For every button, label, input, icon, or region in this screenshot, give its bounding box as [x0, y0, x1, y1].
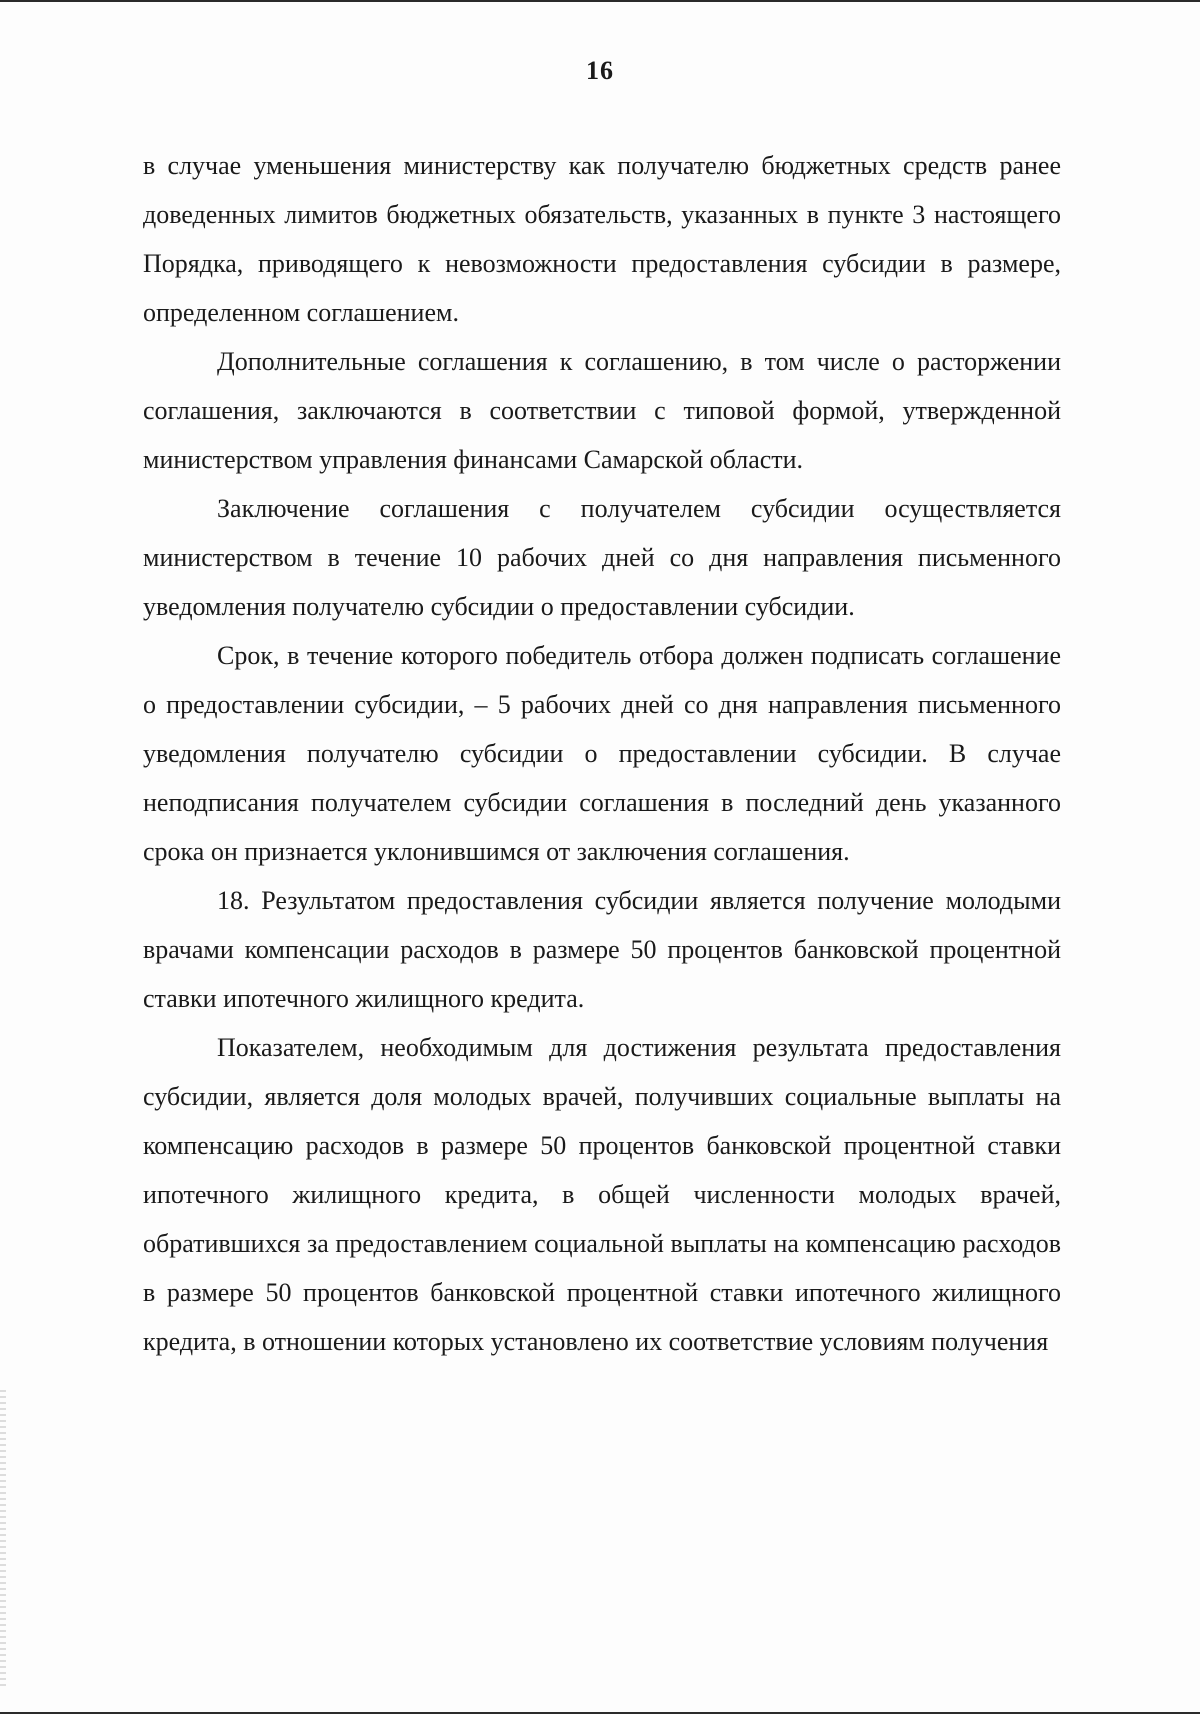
paragraph-3: Заключение соглашения с получателем субсидии осуществляется министерством в течение 10 рабочих дней со дня направления письменного уведомления получателю субсидии о предоставлении субсидии. — [143, 494, 1061, 621]
paragraph-1: в случае уменьшения министерству как получателю бюджетных средств ранее доведенных лимитов бюджетных обязательств, указанных в пункте 3 настоящего Порядка, приводящего к невозможности предоставления субсидии в размере, определенном соглашением. — [143, 151, 1061, 327]
paragraph-4: Срок, в течение которого победитель отбора должен подписать соглашение о предоставлении субсидии, – 5 рабочих дней со дня направления письменного уведомления получателю субсидии о предоставлении субсидии. В случае неподписания получателем субсидии соглашения в последний день указанного срока он признается уклонившимся от заключения соглашения. — [143, 641, 1061, 866]
scan-left-edge-noise — [0, 1390, 6, 1690]
scan-top-border — [0, 0, 1200, 2]
paragraph-5: 18. Результатом предоставления субсидии является получение молодыми врачами компенсации расходов в размере 50 процентов банковской процентной ставки ипотечного жилищного кредита. — [143, 886, 1061, 1013]
paragraph-6: Показателем, необходимым для достижения результата предоставления субсидии, является доля молодых врачей, получивших социальные выплаты на компенсацию расходов в размере 50 процентов банковской процентной ставки ипотечного жилищного кредита, в общей численности молодых врачей, обратившихся за предоставлением социальной выплаты на компенсацию расходов в размере 50 процентов банковской процентной ставки ипотечного жилищного кредита, в отношении которых установлено их соответствие условиям получения — [143, 1033, 1061, 1356]
document-body — [143, 141, 1061, 1366]
page-number: 16 — [586, 56, 614, 85]
paragraph-2: Дополнительные соглашения к соглашению, в том числе о расторжении соглашения, заключаются в соответствии с типовой формой, утвержденной министерством управления финансами Самарской области. — [143, 347, 1061, 474]
